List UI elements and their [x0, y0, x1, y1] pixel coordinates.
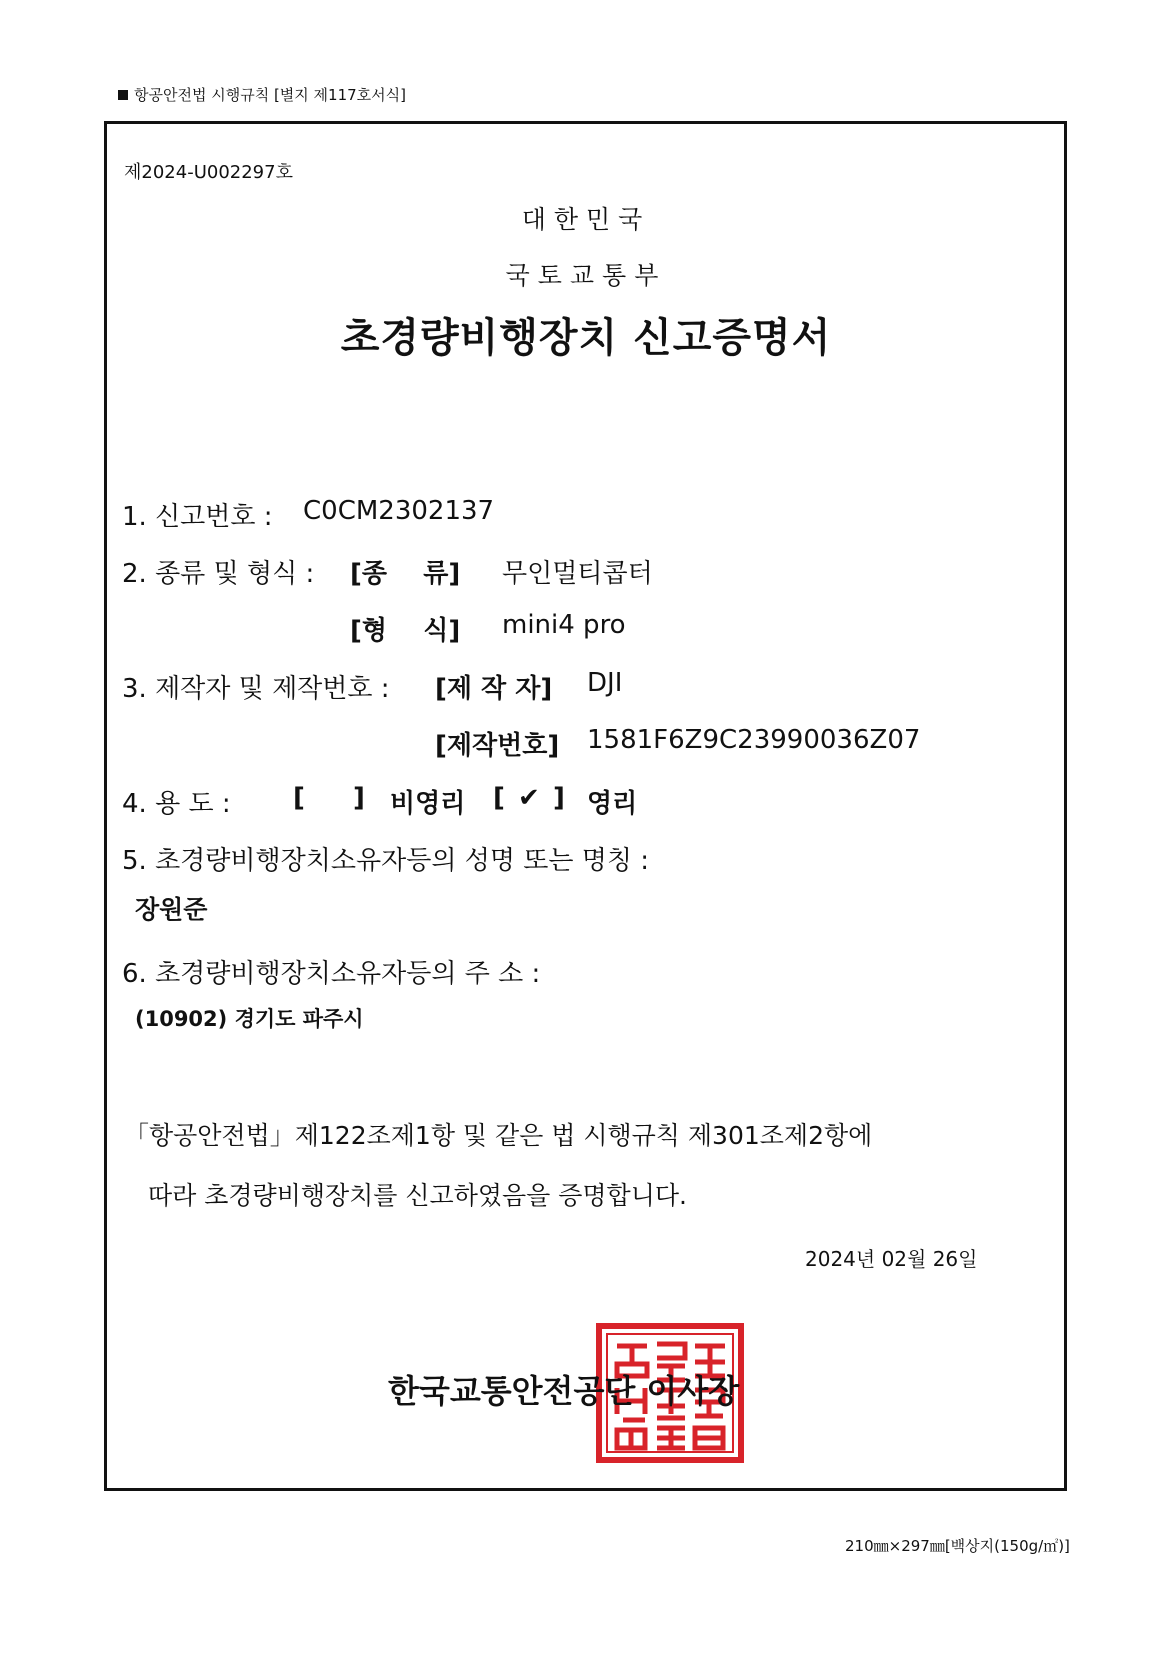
square-bullet-icon — [118, 90, 128, 100]
report-number-label: 1. 신고번호 : — [122, 502, 273, 532]
serial-label: [제작번호] — [435, 731, 560, 761]
issue-date: 2024년 02월 26일 — [805, 1247, 978, 1271]
paper-spec-footer: 210㎜×297㎜[백상지(150g/㎡)] — [845, 1537, 1070, 1555]
check-mark-icon: ✔ — [518, 783, 540, 813]
ministry-name: 국토교통부 — [505, 261, 667, 290]
address-label: 6. 초경량비행장치소유자등의 주 소 : — [122, 959, 541, 989]
manufacturer-label: [제 작 자] — [435, 674, 553, 704]
serial-value: 1581F6Z9C23990036Z07 — [587, 725, 921, 755]
nonprofit-label: 비영리 — [390, 789, 466, 819]
form-reference-text: 항공안전법 시행규칙 [별지 제117호서식] — [134, 86, 406, 104]
certificate-title: 초경량비행장치 신고증명서 — [340, 315, 832, 361]
country-name: 대한민국 — [521, 205, 651, 234]
issuer-name: 한국교통안전공단 이사장 — [388, 1372, 740, 1410]
owner-address: (10902) 경기도 파주시 — [135, 1007, 364, 1031]
use-option-profit: [ ✔ ] — [493, 783, 565, 813]
kind-label: [종 류] — [350, 559, 461, 589]
use-label: 4. 용 도 : — [122, 789, 231, 819]
statement-line-1: 「항공안전법」제122조제1항 및 같은 법 시행규칙 제301조제2항에 — [124, 1121, 873, 1150]
use-option-nonprofit: [ ] — [293, 783, 365, 813]
model-value: mini4 pro — [502, 610, 626, 640]
statement-line-2: 따라 초경량비행장치를 신고하였음을 증명합니다. — [148, 1181, 687, 1210]
model-label: [형 식] — [350, 616, 461, 646]
form-reference-note — [118, 84, 406, 105]
maker-label: 3. 제작자 및 제작번호 : — [122, 674, 390, 704]
owner-name: 장원준 — [135, 895, 208, 924]
type-label: 2. 종류 및 형식 : — [122, 559, 315, 589]
manufacturer-value: DJI — [587, 668, 623, 698]
profit-label: 영리 — [587, 789, 638, 819]
owner-label: 5. 초경량비행장치소유자등의 성명 또는 명칭 : — [122, 846, 649, 876]
report-number-value: C0CM2302137 — [303, 496, 495, 526]
kind-value: 무인멀티콥터 — [502, 559, 653, 589]
certificate-number: 제2024-U002297호 — [124, 162, 293, 183]
